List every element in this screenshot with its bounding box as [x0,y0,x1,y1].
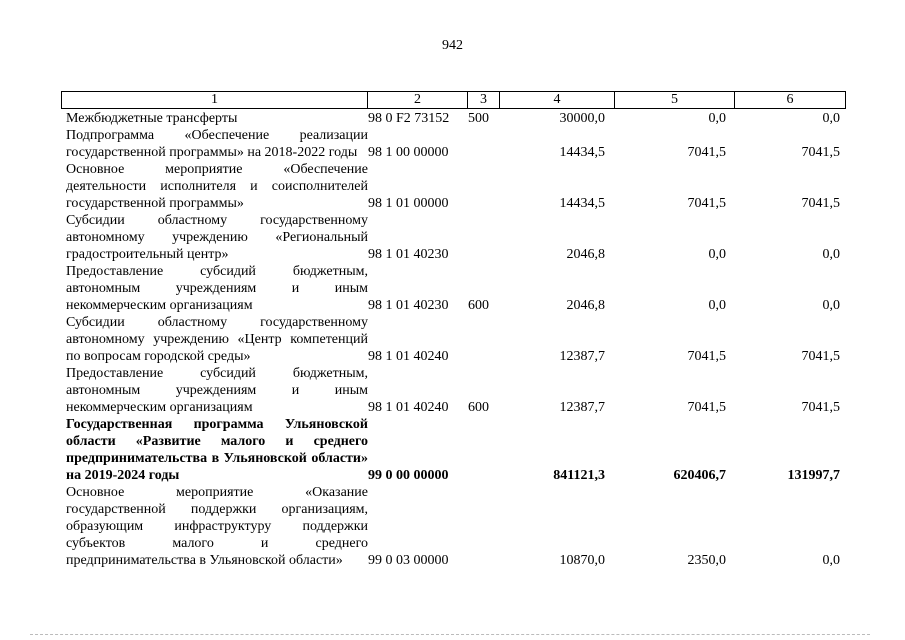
row-value-4: 14434,5 [559,145,605,160]
row-value-5: 2350,0 [687,553,726,568]
column-header-5: 5 [614,92,734,108]
table-row [66,212,846,263]
row-value-6: 7041,5 [801,349,840,364]
row-name: Предоставление субсидий бюджетным, автономным учреждениям и иным некоммерческим организациям [66,366,368,415]
row-value-6: 131997,7 [787,468,840,483]
table-row [66,365,846,416]
table-row [66,161,846,212]
bottom-divider [30,634,870,635]
row-value-4: 12387,7 [559,400,605,415]
row-name: Субсидии областному государственному автономному учреждению «Региональный градостроительный центр» [66,213,368,262]
row-code: 98 1 01 40230 [368,298,449,313]
row-vr: 600 [468,400,489,415]
row-value-4: 30000,0 [559,111,605,126]
row-value-4: 14434,5 [559,196,605,211]
row-name: Межбюджетные трансферты [66,111,238,126]
table-header [61,91,846,109]
row-value-6: 7041,5 [801,196,840,211]
row-value-4: 2046,8 [566,298,605,313]
row-value-4: 12387,7 [559,349,605,364]
column-header-6: 6 [734,92,845,108]
row-value-6: 0,0 [822,111,840,126]
row-value-5: 7041,5 [687,196,726,211]
column-header-4: 4 [499,92,614,108]
table-row [66,127,846,161]
row-value-5: 0,0 [708,298,726,313]
row-code: 99 0 00 00000 [368,468,449,483]
row-name: Субсидии областному государственному автономному учреждению «Центр компетенций по вопросам городской среды» [66,315,368,364]
row-value-5: 620406,7 [673,468,726,483]
page-number: 942 [442,38,463,53]
table-body [66,110,846,569]
row-name: Предоставление субсидий бюджетным, автономным учреждениям и иным некоммерческим организациям [66,264,368,313]
row-value-5: 0,0 [708,111,726,126]
row-code: 98 0 F2 73152 [368,111,450,126]
row-value-5: 7041,5 [687,349,726,364]
row-value-6: 0,0 [822,298,840,313]
row-value-4: 841121,3 [553,468,605,483]
row-code: 98 1 01 40240 [368,349,449,364]
row-value-4: 10870,0 [559,553,605,568]
row-value-4: 2046,8 [566,247,605,262]
row-value-5: 7041,5 [687,145,726,160]
row-value-6: 7041,5 [801,400,840,415]
column-header-3: 3 [467,92,499,108]
row-code: 99 0 03 00000 [368,553,449,568]
row-code: 98 1 00 00000 [368,145,449,160]
row-value-5: 7041,5 [687,400,726,415]
row-vr: 600 [468,298,489,313]
row-value-6: 7041,5 [801,145,840,160]
table-row [66,416,846,484]
row-code: 98 1 01 40240 [368,400,449,415]
row-value-6: 0,0 [822,247,840,262]
table-row [66,110,846,127]
table-row [66,263,846,314]
row-code: 98 1 01 40230 [368,247,449,262]
table-row [66,484,846,569]
row-vr: 500 [468,111,489,126]
row-value-6: 0,0 [822,553,840,568]
column-header-1: 1 [211,92,218,107]
row-name: Основное мероприятие «Оказание государственной поддержки организациям, образующим инфраструктуру поддержки субъектов малого и среднего предпринимательства в Ульяновской области» [66,485,368,568]
table-row [66,314,846,365]
row-name: Основное мероприятие «Обеспечение деятельности исполнителя и соисполнителей государственной программы» [66,162,368,211]
row-name: Государственная программа Ульяновской области «Развитие малого и среднего предпринимательства в Ульяновской области» на 2019-2024 годы [66,417,368,483]
row-value-5: 0,0 [708,247,726,262]
column-header-2: 2 [367,92,467,108]
row-code: 98 1 01 00000 [368,196,449,211]
row-name: Подпрограмма «Обеспечение реализации государственной программы» на 2018-2022 годы [66,128,368,160]
